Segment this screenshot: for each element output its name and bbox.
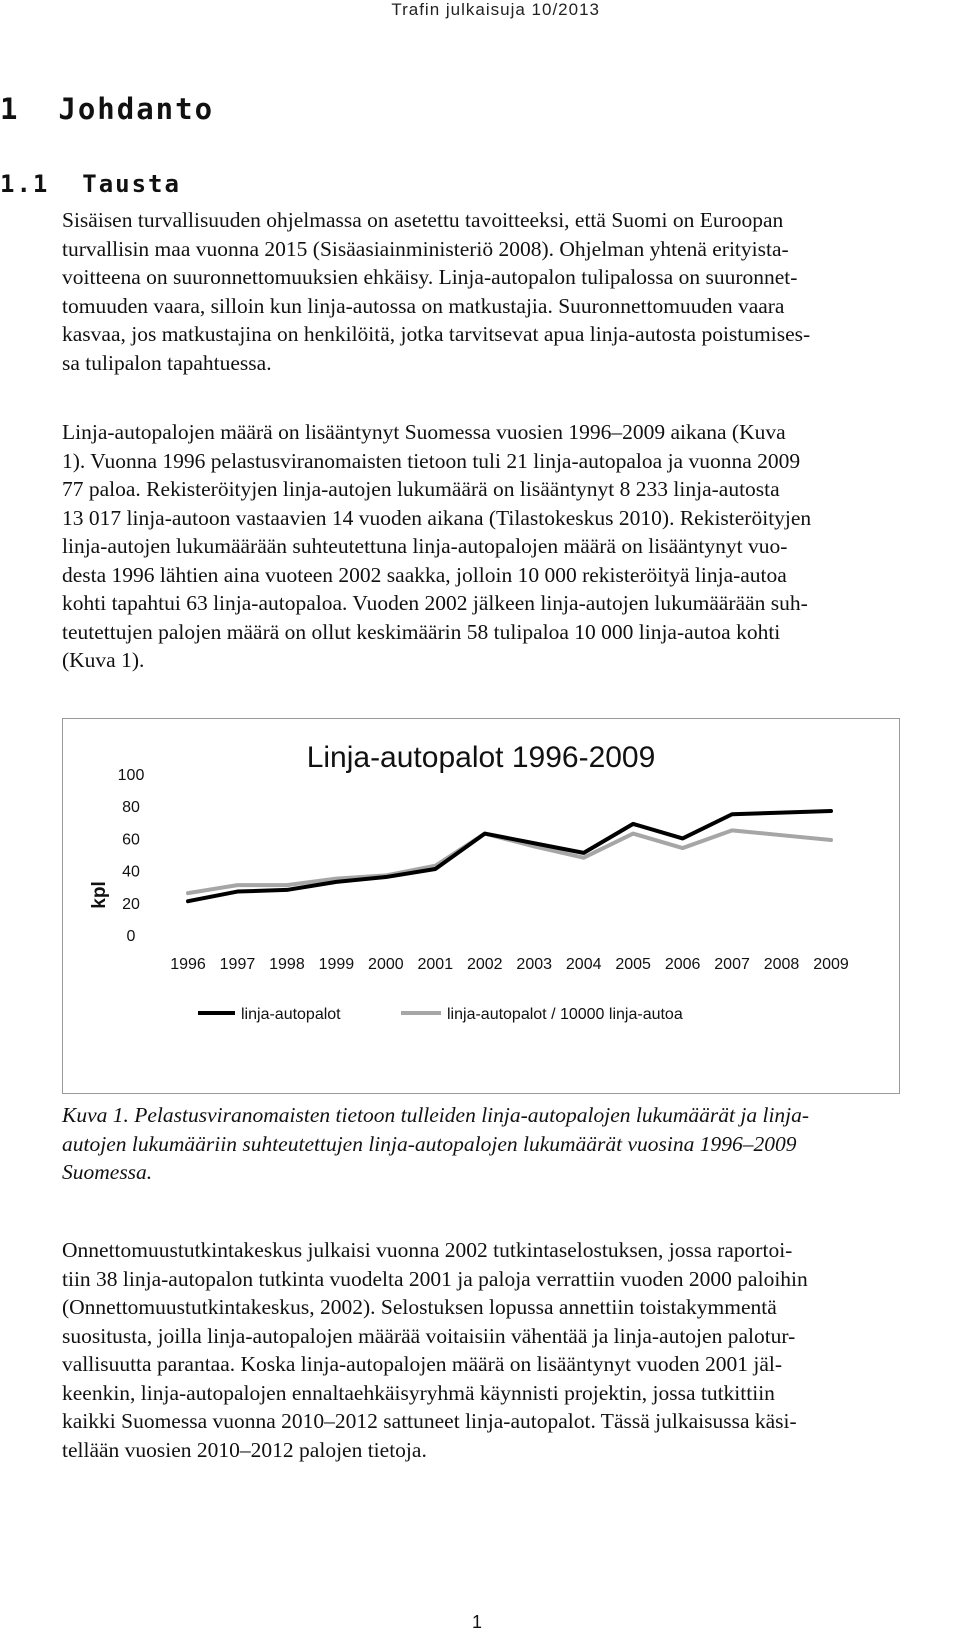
- text-line: tellään vuosien 2010–2012 palojen tietoja.: [62, 1437, 427, 1462]
- text-line: keenkin, linja-autopalojen ennaltaehkäisyryhmä käynnisti projektin, jossa tutkittiin: [62, 1380, 775, 1405]
- text-line: sa tulipalon tapahtuessa.: [62, 350, 272, 375]
- x-tick-label: 2001: [417, 956, 454, 973]
- x-tick-label: 2003: [516, 956, 553, 973]
- paragraph-2: [62, 418, 942, 675]
- y-axis-label: kpl: [89, 881, 110, 909]
- x-tick-label: 1999: [318, 956, 355, 973]
- text-line: (Onnettomuustutkintakeskus, 2002). Selostuksen lopussa annettiin toistakymmentä: [62, 1295, 777, 1319]
- x-tick-label: 2002: [466, 956, 503, 973]
- chart-title: Linja-autopalot 1996-2009: [306, 741, 656, 774]
- legend-label: linja-autopalot / 10000 linja-autoa: [447, 1006, 683, 1023]
- chart-frame: [62, 718, 900, 1094]
- text-line: kasvaa, jos matkustajina on henkilöitä, jotka tarvitsevat apua linja-autosta poistumises-: [62, 322, 811, 346]
- text-line: (Kuva 1).: [62, 648, 145, 672]
- y-tick-label: 0: [126, 928, 136, 945]
- text-line: teutettujen palojen määrä on ollut keskimäärin 58 tulipaloa 10 000 linja-autoa kohti: [62, 619, 781, 644]
- x-tick-label: 2008: [763, 956, 800, 973]
- x-tick-label: 2007: [714, 956, 750, 973]
- x-tick-label: 2006: [664, 956, 701, 973]
- text-line: kaikki Suomessa vuonna 2010–2012 sattuneet linja-autopalot. Tässä julkaisussa käsi-: [62, 1409, 797, 1433]
- x-tick-label: 2005: [615, 956, 651, 973]
- x-tick-label: 1998: [269, 956, 305, 973]
- chapter-heading: 1 Johdanto: [0, 92, 215, 126]
- paragraph-1: [62, 206, 942, 377]
- text-line: Sisäisen turvallisuuden ohjelmassa on asetettu tavoitteeksi, että Suomi on Euroopan: [62, 208, 784, 232]
- y-tick-label: 40: [122, 863, 140, 881]
- text-line: desta 1996 lähtien aina vuoteen 2002 saakka, jolloin 10 000 rekisteröityä linja-autoa: [62, 562, 787, 587]
- y-tick-label: 60: [122, 831, 140, 849]
- text-line: linja-autojen lukumäärään suhteutettuna linja-autopalojen määrä on lisääntynyt vuo-: [62, 534, 788, 558]
- section-heading: 1.1 Tausta: [0, 170, 181, 198]
- caption-line: autojen lukumääriin suhteutettujen linja-autopalojen lukumäärät vuosina 1996–2009: [62, 1131, 797, 1156]
- x-tick-label: 1997: [219, 956, 256, 973]
- x-tick-label: 2004: [565, 956, 602, 973]
- text-line: 77 paloa. Rekisteröityjen linja-autojen lukumäärä on lisääntynyt 8 233 linja-autosta: [62, 477, 780, 501]
- figure-caption: [62, 1101, 942, 1187]
- paragraph-3: [62, 1236, 942, 1464]
- text-line: Onnettomuustutkintakeskus julkaisi vuonna 2002 tutkintaselostuksen, jossa raportoi-: [62, 1238, 793, 1262]
- text-line: turvallisin maa vuonna 2015 (Sisäasiainministeriö 2008). Ohjelman yhtenä erityista-: [62, 236, 789, 261]
- text-line: 13 017 linja-autoon vastaavien 14 vuoden aikana (Tilastokeskus 2010). Rekisteröityjen: [62, 505, 812, 530]
- text-line: 1). Vuonna 1996 pelastusviranomaisten tietoon tuli 21 linja-autopaloa ja vuonna 2009: [62, 448, 801, 473]
- text-line: suositusta, joilla linja-autopalojen määrää voitaisiin vähentää ja linja-autojen palotur-: [62, 1323, 796, 1348]
- text-line: voitteena on suuronnettomuuksien ehkäisy. Linja-autopalon tulipalossa on suuronnet-: [62, 265, 798, 289]
- x-tick-label: 1996: [170, 956, 206, 973]
- line-chart: [63, 719, 899, 1093]
- series-line-linja-autopalot: [188, 811, 831, 901]
- text-line: tiin 38 linja-autopalon tutkinta vuodelta 2001 ja paloja verrattiin vuoden 2000 paloihin: [62, 1266, 808, 1291]
- text-line: kohti tapahtui 63 linja-autopaloa. Vuoden 2002 jälkeen linja-autojen lukumäärään suh-: [62, 591, 808, 615]
- y-tick-label: 80: [122, 799, 140, 817]
- caption-line: Suomessa.: [62, 1160, 153, 1184]
- y-tick-label: 20: [122, 895, 140, 913]
- legend-label: linja-autopalot: [241, 1006, 341, 1023]
- text-line: Linja-autopalojen määrä on lisääntynyt Suomessa vuosien 1996–2009 aikana (Kuva: [62, 420, 786, 444]
- publication-header: Trafin julkaisuja 10/2013: [391, 0, 600, 19]
- page-number: 1: [472, 1612, 483, 1632]
- caption-line: Kuva 1. Pelastusviranomaisten tietoon tulleiden linja-autopalojen lukumäärät ja linja-: [62, 1103, 810, 1127]
- x-tick-label: 2000: [368, 956, 404, 973]
- text-line: vallisuutta parantaa. Koska linja-autopalojen määrä on lisääntynyt vuoden 2001 jäl-: [62, 1352, 783, 1376]
- x-tick-label: 2009: [813, 956, 849, 973]
- y-tick-label: 100: [117, 767, 145, 784]
- text-line: tomuuden vaara, silloin kun linja-autossa on matkustajia. Suuronnettomuuden vaara: [62, 293, 785, 318]
